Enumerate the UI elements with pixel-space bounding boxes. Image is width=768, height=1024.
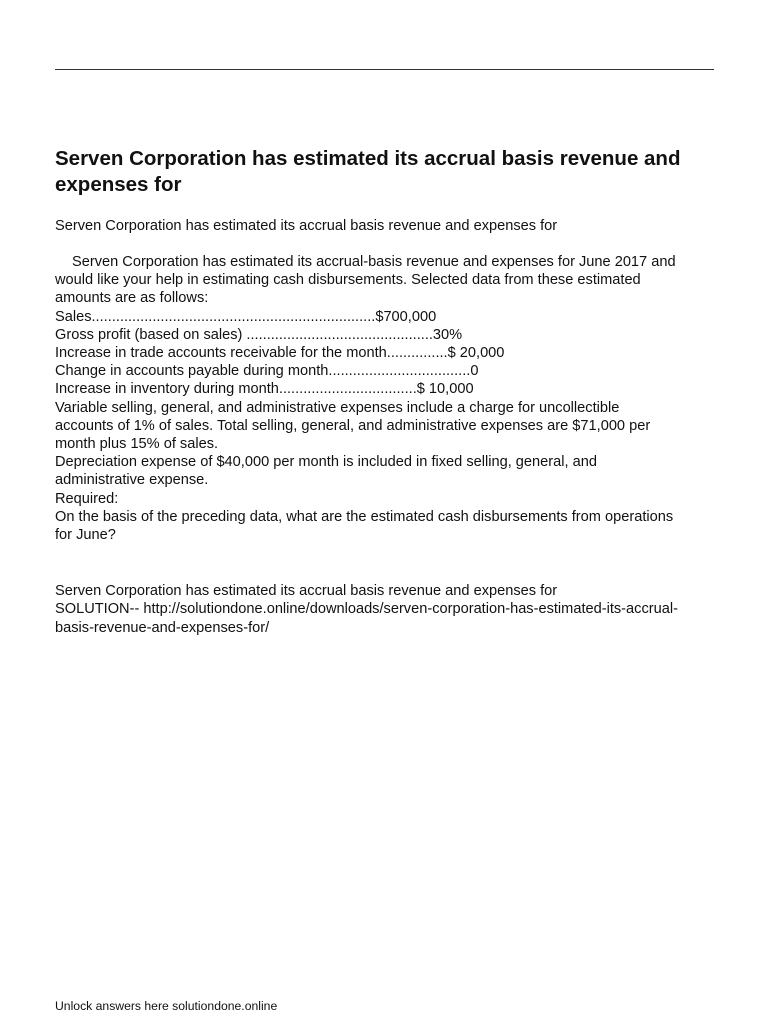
data-line-receivables: Increase in trade accounts receivable for the month...............$ 20,000 [55, 345, 505, 362]
data-line-inventory: Increase in inventory during month..................................$ 10,000 [55, 381, 474, 398]
notes-line: month plus 15% of sales. [55, 436, 219, 453]
paragraph-line: amounts are as follows: [55, 290, 209, 307]
question-line: On the basis of the preceding data, what are the estimated cash disbursements from operations [55, 508, 674, 525]
paragraph-line: would like your help in estimating cash disbursements. Selected data from these estimated [55, 272, 641, 289]
data-line-sales: Sales......................................................................$700,000 [55, 308, 437, 325]
intro-line: Serven Corporation has estimated its accrual basis revenue and expenses for [55, 218, 558, 234]
footer-text: Unlock answers here solutiondone.online [55, 999, 278, 1013]
required-label: Required: [55, 490, 119, 507]
notes-line: Variable selling, general, and administrative expenses include a charge for uncollectible [55, 399, 620, 416]
solution-heading-line: Serven Corporation has estimated its accrual basis revenue and expenses for [55, 583, 558, 599]
solution-block [55, 582, 720, 637]
header-divider [55, 69, 714, 70]
paragraph-line: Serven Corporation has estimated its accrual-basis revenue and expenses for June 2017 and [72, 254, 676, 270]
question-line: for June? [55, 527, 116, 544]
data-line-payables: Change in accounts payable during month...................................0 [55, 363, 479, 380]
notes-line: administrative expense. [55, 472, 209, 489]
notes-line: Depreciation expense of $40,000 per month is included in fixed selling, general, and [55, 454, 597, 471]
data-line-gross-profit: Gross profit (based on sales) ..............................................30% [55, 326, 463, 343]
problem-statement [55, 253, 717, 544]
notes-line: accounts of 1% of sales. Total selling, general, and administrative expenses are $71,000 per [55, 417, 651, 434]
solution-link-line[interactable]: SOLUTION-- http://solutiondone.online/downloads/serven-corporation-has-estimated-its-accrual- [55, 601, 678, 618]
solution-link-line[interactable]: basis-revenue-and-expenses-for/ [55, 619, 270, 636]
page-title: Serven Corporation has estimated its accrual basis revenue and expenses for [55, 147, 681, 196]
